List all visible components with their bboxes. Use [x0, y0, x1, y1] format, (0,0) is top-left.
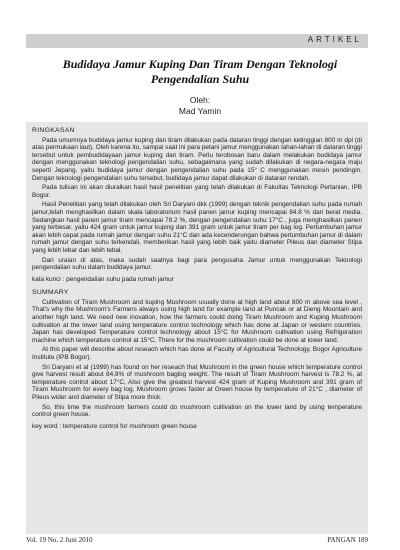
ringkasan-keywords: kata kunci : pengendalian suhu pada rumah jamur	[32, 275, 174, 283]
author-block	[20, 95, 380, 117]
author-label: Oleh:	[189, 95, 211, 105]
summary-paragraph: At this paper will describe about reseach which has done at Faculty of Agricultural Technology, Bogor Agriculture Institute (IPB Bogor).	[32, 346, 362, 362]
summary-heading: SUMMARY	[32, 289, 69, 297]
summary-paragraph: So, this time the mushroom farmers could do mushroom cultivation on the lower land by using temperature control green house.	[32, 403, 362, 419]
abstract-box	[26, 122, 368, 534]
section-header-bar	[26, 34, 368, 48]
summary-paragraph: Cultivation of Tiram Mushroom and kuping Mushroom usually done at high land about 800 m above sea level , That's why the Mushroom's Farmers always using high land for example land at Puncak or at Dieng Mountain and another high land. We need new inovation, how the farmers could doing Tiram Mushroom and Kuping Mushroom cultivation at the lower land using temperature control technology which has done at Japan or western countries. Japan has developed Temperature control technology about 15°C for Mushroom cultivation using Refrigeration machine which temperature control at 15°C. There for the mushroom cultivation could be done at lower land.	[32, 298, 362, 344]
author-name: Mad Yamin	[178, 106, 222, 116]
ringkasan-heading: RINGKASAN	[32, 127, 75, 134]
summary-paragraph: Sri Daryani et al (1999) has found on her reseach that Mushroom in the green house which temperature control give harvest result about 84,8% of mushroom baglog weight. The result of Tiram Mushroom harvest is 78.2 %, at temperature control about 17°C, Also give the greatest harvest 424 gram of Kuping Mushroom and 391 gram of Tiram Mushroom for every bag log, Mushroom grows faster at Green house by temperature of 21°C , diameter of Pileus wider and diameter of Stipa more thick.	[32, 363, 362, 401]
footer-page-number: PANGAN 189	[327, 536, 368, 544]
ringkasan-paragraph: Pada umumnya budidaya jamur kuping dan tiram dilakukan pada dataran tinggi dengan ketinggian 800 m dpl (di atas permukaan laut). Oleh karena itu, sampai saat ini para petani jamur menggunakan lahan-lahan di dataran tinggi tersebut untuk pembudidayaan jamur kuping dan tiram. Perlu terobosan baru dalam melakukan budidaya jamur dengan menggunakan teknologi pengendalian suhu, sebagaimana yang sudah dilakukan di negara-negara maju seperti Jepang, yaitu budidaya jamur dengan pengendalian suhu pada 15° C menggunakan mesin pendingin. Dengan teknologi pengendalian suhu tersebut, budidaya jamur dapat dilakukan di dataran rendah.	[32, 136, 362, 182]
summary-keywords: key word : temperature control for mushroom green house	[32, 422, 197, 430]
ringkasan-paragraph: Dari uraian di atas, maka sudah saatnya bagi para pengusaha Jamur untuk menggunakan Teknologi pengendalian suhu dalam budidaya jamur.	[32, 256, 362, 272]
article-title-line-1: Budidaya Jamur Kuping Dan Tiram Dengan Teknologi	[62, 57, 338, 71]
article-title-line-2: Pengendalian Suhu	[150, 72, 250, 86]
footer-volume: Vol. 19 No. 2 Juni 2010	[26, 536, 93, 544]
ringkasan-paragraph: Pada tulisan ini akan diuraikan hasil hasil penelitian yang telah dilakukan di Fakultas Teknologi Pertanian, IPB Bogor.	[32, 184, 362, 199]
section-label: ARTIKEL	[307, 35, 362, 44]
article-title	[20, 57, 380, 87]
ringkasan-paragraph: Hasil Penelitian yang telah dilakukan oleh Sri Daryani dkk (1999) dengan teknik pengendalian suhu pada rumah jamur,telah menghasilkan dalam skala laboratorium hasil panen jamur kuping mencapai 84.8 % dari berat media. Sedangkan hasil panen jamur tiram mencapai 78.2 %, dengan pengendalian suhu 17°C , juga menghasilkan panen yang terbesar, yaitu 424 gram untuk jamur kuping dan 391 gram untuk jamur tiram per bag log. Pertumbuhan jamur akan lebih cepat pada rumah jamur dengan suhu 21°C dan ada kecenderungan bahwa pertumbuhan jamur di dalam rumah jamur dengan suhu terkendali, memberikan hasil yang lebih baik yaitu diameter Pileus dan diameter Stipa yang lebih lebar dan lebih tebal.	[32, 201, 362, 254]
